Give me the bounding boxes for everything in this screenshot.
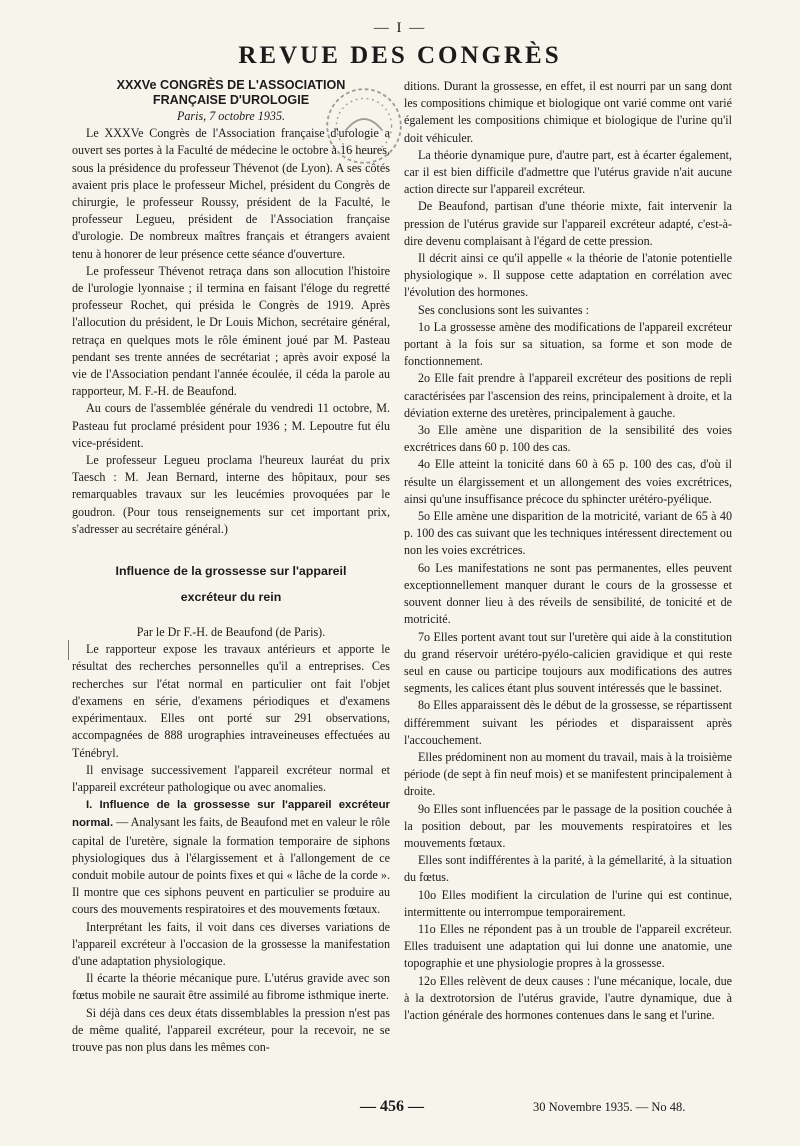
conclusion-item: 1o La grossesse amène des modifications de l'appareil excréteur portant à la fois sur sa situation, sa forme et son mode de fonctionnement.	[404, 319, 732, 369]
article-title	[72, 558, 390, 610]
article-subheading-paragraph	[72, 796, 390, 918]
article-byline: Par le Dr F.-H. de Beaufond (de Paris).	[136, 625, 326, 640]
congress-title-line2: FRANÇAISE D'UROLOGIE	[152, 93, 310, 107]
margin-mark	[68, 640, 73, 660]
conclusion-item: 10o Elles modifient la circulation de l'urine qui est continue, intermittente ou interrompue temporairement.	[404, 887, 732, 919]
conclusion-item: 2o Elle fait prendre à l'appareil excréteur des positions de repli caractérisées par l'ascension des reins, principalement à droite, et la déviation externe des uretères, principalement à gauche.	[404, 371, 732, 420]
conclusion-item: 9o Elles sont influencées par le passage de la position couchée à la position debout, par les mouvements respiratoires et les mouvements fœtaux.	[404, 801, 732, 850]
article-paragraph: ditions. Durant la grossesse, en effet, il est nourri par un sang dont les compositions chimique et biologique ont varié comme ont varié également les compositions chimique et biologique de l'urine qu'il doit véhiculer.	[404, 79, 732, 145]
masthead-title: REVUE DES CONGRÈS	[238, 42, 562, 69]
conclusion-item: 8o Elles apparaissent dès le début de la grossesse, se répartissent différemment suivant les périodes et disparaissent après l'accouchement.	[404, 698, 732, 747]
article-title-line1: Influence de la grossesse sur l'appareil	[115, 564, 347, 579]
congress-date: Paris, 7 octobre 1935.	[176, 109, 286, 123]
issue-date: 30 Novembre 1935. — No 48.	[533, 1100, 686, 1114]
page-number: — 456 —	[360, 1098, 424, 1115]
article-paragraph: Si déjà dans ces deux états dissemblables la pression n'est pas de même qualité, l'appareil excréteur, pour la recevoir, ne se trouve pas non plus dans les mêmes con-	[72, 1005, 390, 1054]
congress-paragraph: Le professeur Thévenot retraça dans son allocution l'histoire de l'urologie lyonnaise ; il termina en faisant l'éloge du regretté professeur Rochet, qui présida le Congrès de 1919. Après l'allocution du président, le Dr Louis Michon, secrétaire général, retraça en quelques mots le rôle éminent joué par M. Pasteau pendant ses trente années de secrétariat ; après avoir exposé la vie de l'Association pendant l'année écoulée, il céda la parole au rapporteur, M. F.-H. de Beaufond.	[72, 263, 390, 399]
conclusion-item: 3o Elle amène une disparition de la sensibilité des voies excrétrices dans 60 p. 100 des cas.	[404, 423, 732, 455]
conclusion-item: 12o Elles relèvent de deux causes : l'une mécanique, locale, due à la dextrotorsion de l'utérus gravide, l'autre dynamique, due à l'action générale des hormones contenues dans le sang et l'urine.	[404, 973, 732, 1022]
conclusion-item: 7o Elles portent avant tout sur l'uretère qui aide à la constitution du grand réservoir urétéro-pyélo-calicien gravidique et qui reste seul en cause ou participe toujours aux modifications des autres segments, les calices étant plus souvent intéressés que le bassinet.	[404, 629, 732, 696]
right-column	[404, 78, 732, 1024]
page-marker: — I —	[373, 20, 427, 36]
congress-paragraph: Le professeur Legueu proclama l'heureux lauréat du prix Taesch : M. Jean Bernard, interne des hôpitaux, pour ses remarquables travaux sur les leucémies provoquées par le goudron. (Pour tous renseignements sur cet important prix, s'adresser au secrétaire général.)	[72, 453, 390, 536]
article-paragraph: — Analysant les faits, de Beaufond met en valeur le rôle capital de l'uretère, signale la formation temporaire de siphons physiologiques dus à l'élargissement et à l'allongement de ce conduit mobile autour de points fixes et qui « lâche de la corde ». Il montre que ces siphons peuvent en particulier se produire au cours des mouvements respiratoires et des mouvements fœtaux.	[72, 815, 390, 917]
congress-paragraph: Le XXXVe Congrès de l'Association française d'urologie a ouvert ses portes à la Faculté de médecine le octobre à 16 heures, sous la présidence du professeur Thévenot (de Lyon). A ses côtés avaient pris place le professeur Michel, président du Congrès de chirurgie, le professeur Roussy, président de la Faculté, le professeur Legueu, président de l'Association française d'urologie. De nombreux maîtres français et étrangers avaient tenu à honorer de leur présence cette séance d'ouverture.	[72, 126, 390, 261]
conclusion-item: 5o Elle amène une disparition de la motricité, variant de 65 à 40 p. 100 des cas suivant que les techniques intéressent directement ou non les voies excrétrices.	[404, 509, 732, 558]
article-paragraph: Il décrit ainsi ce qu'il appelle « la théorie de l'atonie potentielle physiologique ». Il suppose cette adaptation en corrélation avec l'évolution des hormones.	[404, 251, 732, 300]
article-paragraph: Le rapporteur expose les travaux antérieurs et apporte le résultat des recherches personnelles qu'il a entreprises. Ces recherches sur l'état normal en particulier ont fait l'objet d'examens en série, d'examens périodiques et d'examens expérimentaux. Elles ont porté sur 291 observations, accompagnées de 888 urographies intraveineuses effectuées au Ténébryl.	[72, 642, 390, 760]
left-column	[72, 78, 390, 1056]
conclusion-item: Elles sont indifférentes à la parité, à la gémellarité, à la situation du fœtus.	[404, 853, 732, 885]
conclusion-item: Elles prédominent non au moment du travail, mais à la troisième période (de sept à fin neuf mois) et se manifestent principalement à droite.	[404, 749, 732, 799]
article-paragraph: Ses conclusions sont les suivantes :	[418, 302, 589, 317]
article-paragraph: Interprétant les faits, il voit dans ces diverses variations de l'appareil excréteur à l'occasion de la grossesse la manifestation d'une adaptation physiologique.	[72, 919, 390, 968]
conclusion-item: 11o Elles ne répondent pas à un trouble de l'appareil excréteur. Elles traduisent une adaptation qui lui donne une anatomie, une topographie et une physiologie propres à la grossesse.	[404, 921, 732, 971]
congress-paragraph: Au cours de l'assemblée générale du vendredi 11 octobre, M. Pasteau fut proclamé président pour 1936 ; M. Lepoutre fut élu vice-président.	[72, 401, 390, 450]
article-paragraph: Il écarte la théorie mécanique pure. L'utérus gravide avec son fœtus mobile ne saurait être assimilé au fibrome isthmique inerte.	[72, 971, 390, 1003]
congress-title-line1: XXXVe CONGRÈS DE L'ASSOCIATION	[116, 78, 346, 92]
page-footer	[0, 1098, 800, 1122]
article-paragraph: Il envisage successivement l'appareil excréteur normal et l'appareil excréteur pathologique ou avec anomalies.	[72, 762, 390, 794]
article-title-line2: excréteur du rein	[180, 590, 282, 605]
article-paragraph: De Beaufond, partisan d'une théorie mixte, fait intervenir la pression de l'utérus gravide sur l'appareil excréteur adapté, c'est-à-dire devenu complaisant à l'égard de cette pression.	[404, 199, 732, 248]
article-subheading: I. Influence de la grossesse sur l'appareil excréteur normal.	[72, 799, 390, 830]
conclusion-item: 6o Les manifestations ne sont pas permanentes, elles peuvent exceptionnellement manquer durant le cours de la grossesse et souvent donner lieu à des réveils de sensibilité, de tonicité et de motricité.	[404, 560, 732, 627]
conclusion-item: 4o Elle atteint la tonicité dans 60 à 65 p. 100 des cas, d'où il résulte un élargissement et un allongement des voies excrétrices, ainsi qu'une insuffisance précoce du sphincter urétéro-pyélique.	[404, 457, 732, 506]
article-paragraph: La théorie dynamique pure, d'autre part, est à écarter également, car il est bien difficile d'admettre que l'utérus gravide n'ait aucune action directe sur l'appareil excréteur.	[404, 147, 732, 197]
